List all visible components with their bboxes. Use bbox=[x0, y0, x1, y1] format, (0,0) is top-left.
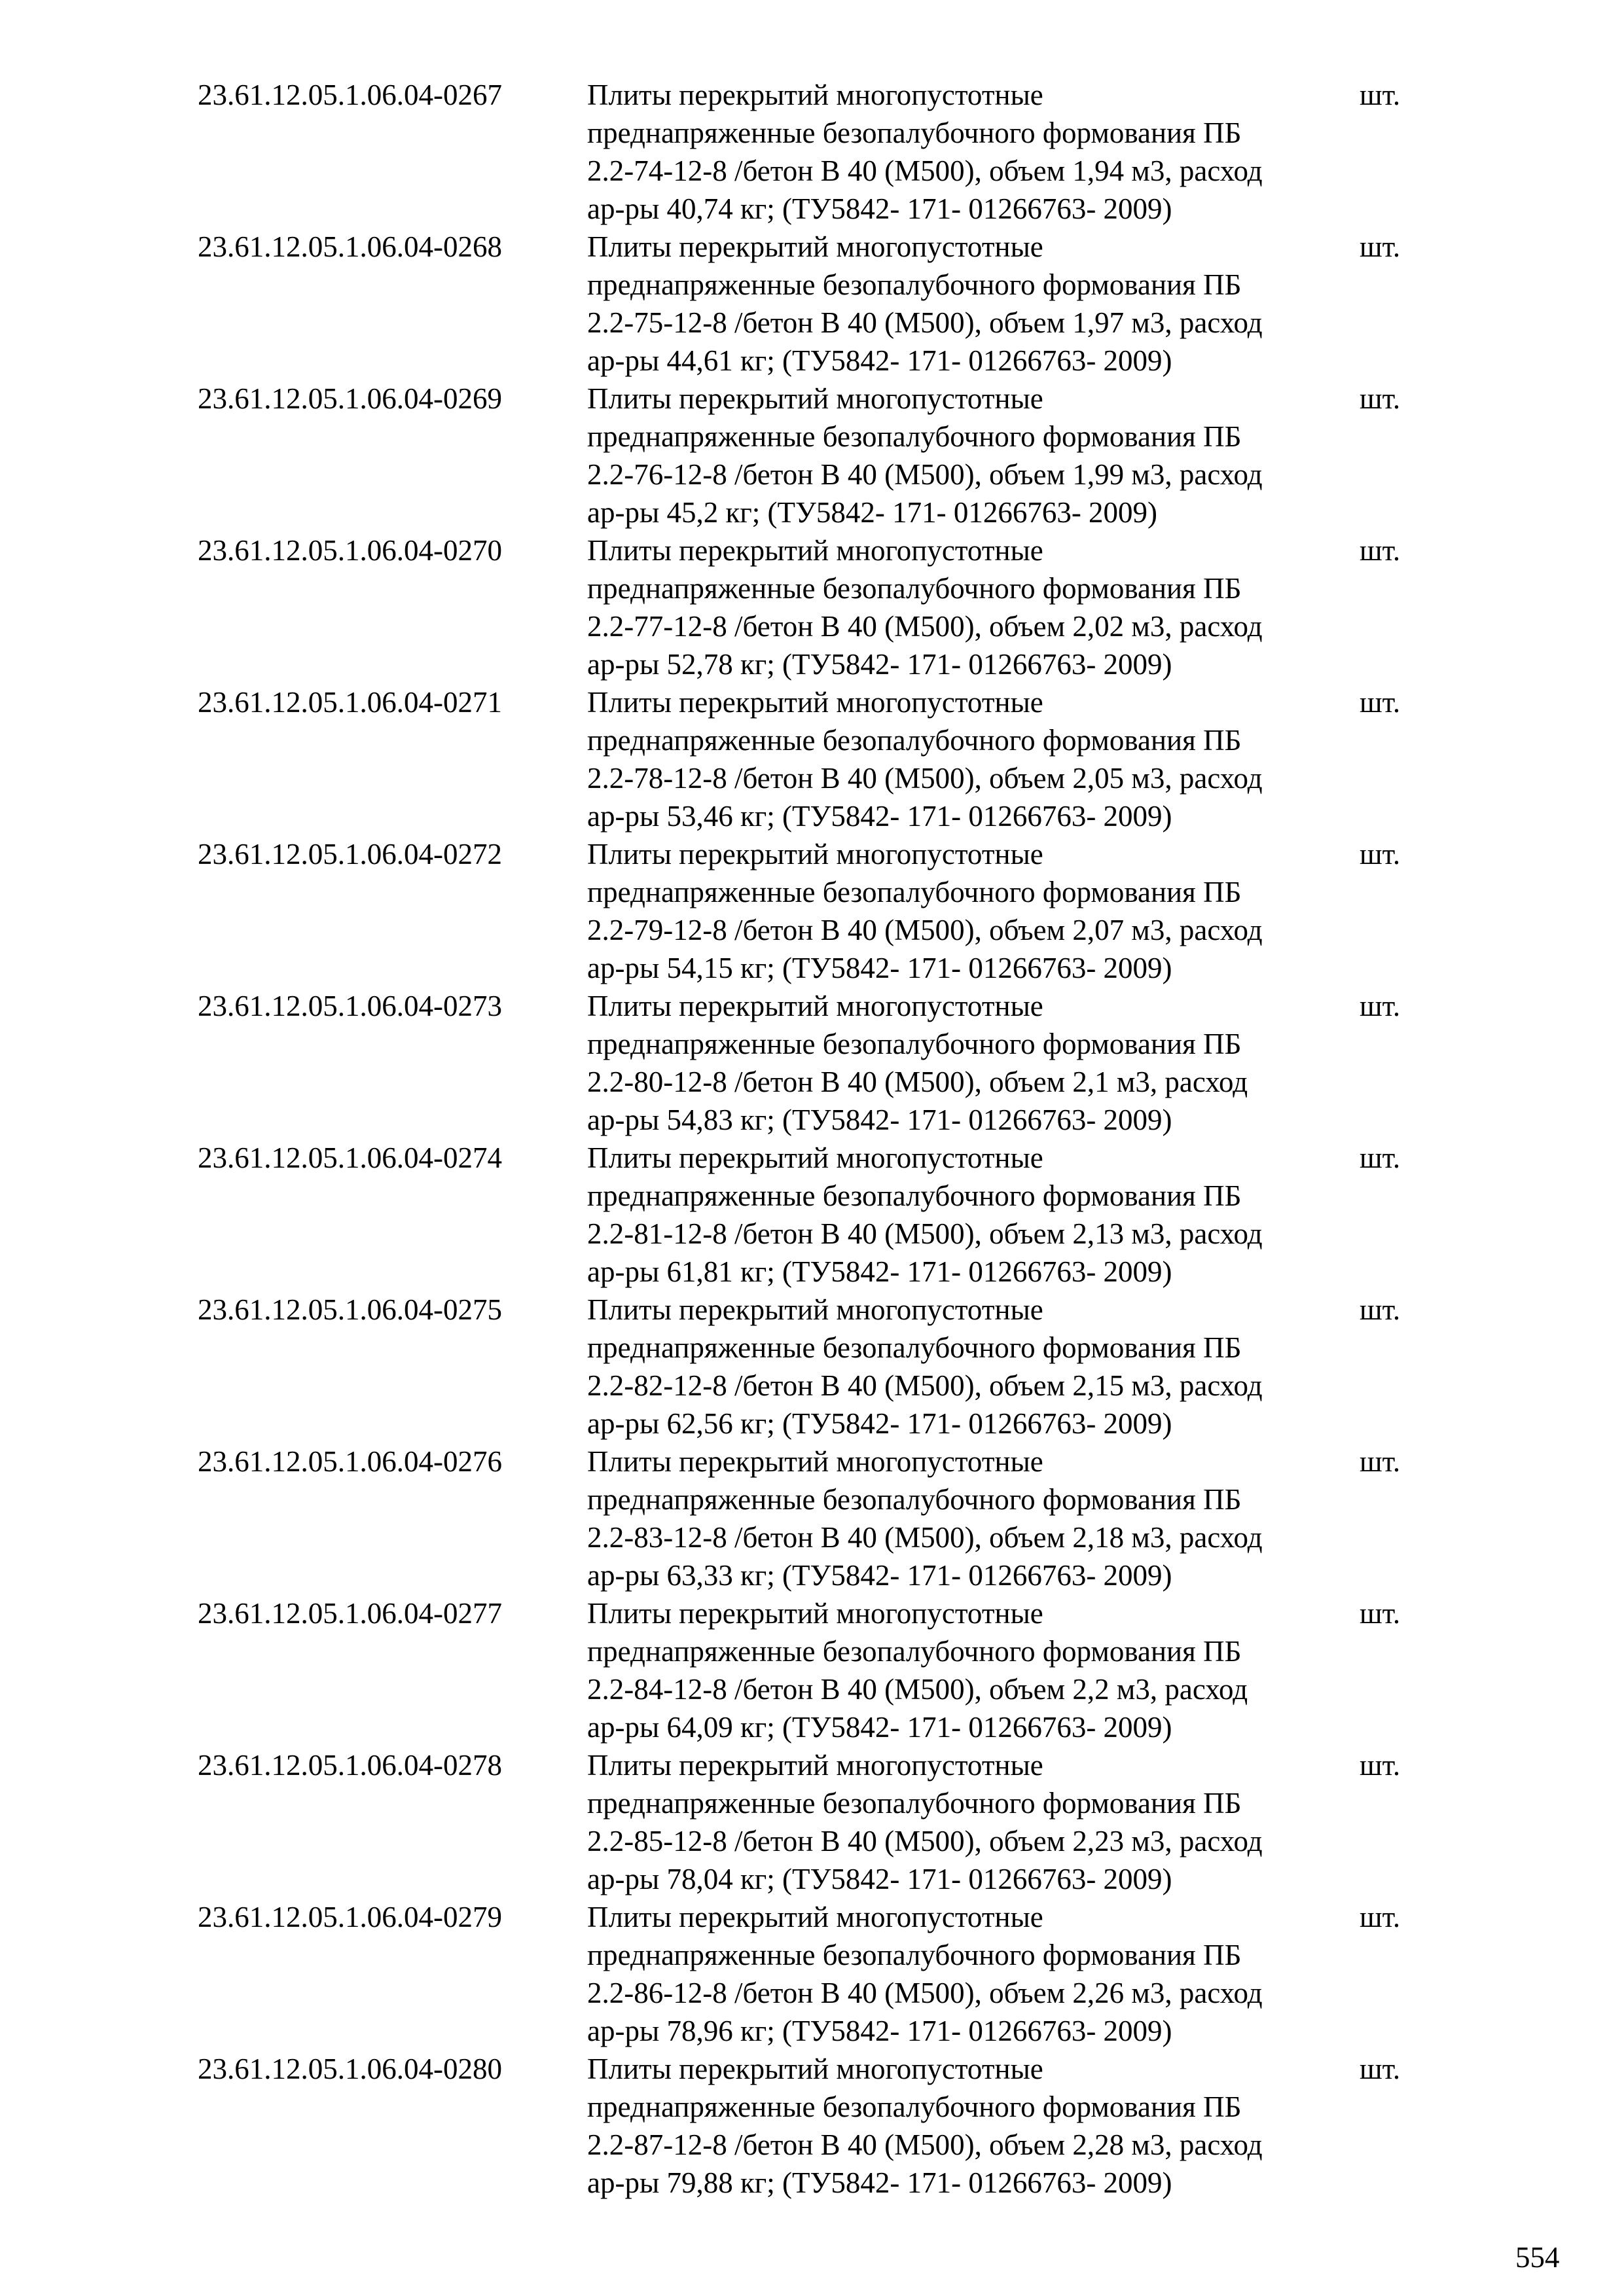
description-line: преднапряженные безопалубочного формования ПБ bbox=[587, 1635, 1242, 1668]
description-line: Плиты перекрытий многопустотные bbox=[587, 1445, 1043, 1478]
catalog-entry bbox=[0, 835, 1624, 987]
description-line: Плиты перекрытий многопустотные bbox=[587, 686, 1043, 719]
entry-code: 23.61.12.05.1.06.04-0267 bbox=[198, 79, 502, 111]
page-number: 554 bbox=[1515, 2241, 1560, 2274]
catalog-entry bbox=[0, 683, 1624, 835]
description-line: ар-ры 40,74 кг; (ТУ5842- 171- 01266763- 2009) bbox=[587, 192, 1172, 225]
description-line: Плиты перекрытий многопустотные bbox=[587, 838, 1043, 870]
description-line: преднапряженные безопалубочного формования ПБ bbox=[587, 876, 1242, 908]
entry-code: 23.61.12.05.1.06.04-0272 bbox=[198, 838, 502, 870]
description-line: 2.2-82-12-8 /бетон В 40 (М500), объем 2,15 м3, расход bbox=[587, 1369, 1263, 1402]
description-line: преднапряженные безопалубочного формования ПБ bbox=[587, 1331, 1242, 1364]
description-line: ар-ры 64,09 кг; (ТУ5842- 171- 01266763- 2009) bbox=[587, 1711, 1172, 1744]
description-line: Плиты перекрытий многопустотные bbox=[587, 1141, 1043, 1174]
entry-description bbox=[587, 2050, 1360, 2202]
description-line: ар-ры 78,04 кг; (ТУ5842- 171- 01266763- 2009) bbox=[587, 1863, 1172, 1895]
description-line: преднапряженные безопалубочного формования ПБ bbox=[587, 724, 1242, 757]
description-line: Плиты перекрытий многопустотные bbox=[587, 1597, 1043, 1630]
entry-description bbox=[587, 683, 1360, 835]
description-line: 2.2-77-12-8 /бетон В 40 (М500), объем 2,02 м3, расход bbox=[587, 610, 1263, 643]
entry-unit: шт. bbox=[1360, 1749, 1401, 1782]
entry-unit: шт. bbox=[1360, 1141, 1401, 1174]
entry-unit: шт. bbox=[1360, 1597, 1401, 1630]
entry-unit: шт. bbox=[1360, 79, 1401, 111]
catalog-entry bbox=[0, 531, 1624, 683]
entry-code: 23.61.12.05.1.06.04-0278 bbox=[198, 1749, 502, 1782]
description-line: 2.2-78-12-8 /бетон В 40 (М500), объем 2,05 м3, расход bbox=[587, 762, 1263, 795]
entry-unit: шт. bbox=[1360, 686, 1401, 719]
description-line: ар-ры 78,96 кг; (ТУ5842- 171- 01266763- 2009) bbox=[587, 2015, 1172, 2047]
entry-code: 23.61.12.05.1.06.04-0280 bbox=[198, 2053, 502, 2085]
entry-code: 23.61.12.05.1.06.04-0271 bbox=[198, 686, 502, 719]
entry-description bbox=[587, 835, 1360, 987]
entry-unit: шт. bbox=[1360, 1445, 1401, 1478]
description-line: преднапряженные безопалубочного формования ПБ bbox=[587, 1787, 1242, 1820]
entry-description bbox=[587, 531, 1360, 683]
entry-code: 23.61.12.05.1.06.04-0273 bbox=[198, 990, 502, 1022]
catalog-entry bbox=[0, 987, 1624, 1139]
description-line: преднапряженные безопалубочного формования ПБ bbox=[587, 572, 1242, 605]
entry-code: 23.61.12.05.1.06.04-0268 bbox=[198, 230, 502, 263]
description-line: 2.2-83-12-8 /бетон В 40 (М500), объем 2,18 м3, расход bbox=[587, 1521, 1263, 1554]
description-line: Плиты перекрытий многопустотные bbox=[587, 534, 1043, 567]
description-line: преднапряженные безопалубочного формования ПБ bbox=[587, 1179, 1242, 1212]
catalog-entry bbox=[0, 1594, 1624, 1746]
entry-description bbox=[587, 1291, 1360, 1443]
description-line: ар-ры 62,56 кг; (ТУ5842- 171- 01266763- 2009) bbox=[587, 1407, 1172, 1440]
description-line: 2.2-85-12-8 /бетон В 40 (М500), объем 2,23 м3, расход bbox=[587, 1825, 1263, 1857]
description-line: 2.2-79-12-8 /бетон В 40 (М500), объем 2,07 м3, расход bbox=[587, 914, 1263, 946]
entry-unit: шт. bbox=[1360, 1293, 1401, 1326]
entry-unit: шт. bbox=[1360, 990, 1401, 1022]
price-catalog-list bbox=[0, 76, 1624, 2202]
entry-description bbox=[587, 1443, 1360, 1594]
entry-description bbox=[587, 1594, 1360, 1746]
entry-description bbox=[587, 228, 1360, 380]
description-line: преднапряженные безопалубочного формования ПБ bbox=[587, 117, 1242, 149]
description-line: ар-ры 45,2 кг; (ТУ5842- 171- 01266763- 2009) bbox=[587, 496, 1158, 529]
description-line: ар-ры 53,46 кг; (ТУ5842- 171- 01266763- 2009) bbox=[587, 800, 1172, 833]
entry-code: 23.61.12.05.1.06.04-0270 bbox=[198, 534, 502, 567]
description-line: ар-ры 54,15 кг; (ТУ5842- 171- 01266763- 2009) bbox=[587, 952, 1172, 984]
catalog-entry bbox=[0, 1746, 1624, 1898]
catalog-entry bbox=[0, 2050, 1624, 2202]
description-line: 2.2-86-12-8 /бетон В 40 (М500), объем 2,26 м3, расход bbox=[587, 1977, 1263, 2009]
entry-description bbox=[587, 1746, 1360, 1898]
description-line: преднапряженные безопалубочного формования ПБ bbox=[587, 1483, 1242, 1516]
description-line: Плиты перекрытий многопустотные bbox=[587, 382, 1043, 415]
description-line: 2.2-81-12-8 /бетон В 40 (М500), объем 2,13 м3, расход bbox=[587, 1217, 1263, 1250]
description-line: ар-ры 63,33 кг; (ТУ5842- 171- 01266763- 2009) bbox=[587, 1559, 1172, 1592]
description-line: 2.2-74-12-8 /бетон В 40 (М500), объем 1,94 м3, расход bbox=[587, 154, 1263, 187]
entry-code: 23.61.12.05.1.06.04-0274 bbox=[198, 1141, 502, 1174]
description-line: 2.2-87-12-8 /бетон В 40 (М500), объем 2,28 м3, расход bbox=[587, 2128, 1263, 2161]
description-line: ар-ры 61,81 кг; (ТУ5842- 171- 01266763- 2009) bbox=[587, 1255, 1172, 1288]
entry-unit: шт. bbox=[1360, 230, 1401, 263]
entry-unit: шт. bbox=[1360, 838, 1401, 870]
catalog-entry bbox=[0, 76, 1624, 228]
description-line: 2.2-80-12-8 /бетон В 40 (М500), объем 2,1 м3, расход bbox=[587, 1066, 1248, 1098]
entry-description bbox=[587, 76, 1360, 228]
entry-code: 23.61.12.05.1.06.04-0269 bbox=[198, 382, 502, 415]
entry-unit: шт. bbox=[1360, 382, 1401, 415]
entry-description bbox=[587, 1139, 1360, 1291]
entry-description bbox=[587, 987, 1360, 1139]
description-line: Плиты перекрытий многопустотные bbox=[587, 1901, 1043, 1933]
entry-unit: шт. bbox=[1360, 2053, 1401, 2085]
catalog-entry bbox=[0, 1898, 1624, 2050]
entry-code: 23.61.12.05.1.06.04-0276 bbox=[198, 1445, 502, 1478]
description-line: преднапряженные безопалубочного формования ПБ bbox=[587, 268, 1242, 301]
catalog-entry bbox=[0, 1291, 1624, 1443]
entry-code: 23.61.12.05.1.06.04-0279 bbox=[198, 1901, 502, 1933]
description-line: преднапряженные безопалубочного формования ПБ bbox=[587, 2090, 1242, 2123]
description-line: Плиты перекрытий многопустотные bbox=[587, 1749, 1043, 1782]
entry-description bbox=[587, 380, 1360, 531]
description-line: Плиты перекрытий многопустотные bbox=[587, 230, 1043, 263]
entry-unit: шт. bbox=[1360, 534, 1401, 567]
description-line: ар-ры 52,78 кг; (ТУ5842- 171- 01266763- 2009) bbox=[587, 648, 1172, 681]
description-line: ар-ры 79,88 кг; (ТУ5842- 171- 01266763- 2009) bbox=[587, 2166, 1172, 2199]
description-line: преднапряженные безопалубочного формования ПБ bbox=[587, 1028, 1242, 1060]
catalog-entry bbox=[0, 1443, 1624, 1594]
description-line: Плиты перекрытий многопустотные bbox=[587, 990, 1043, 1022]
description-line: ар-ры 54,83 кг; (ТУ5842- 171- 01266763- 2009) bbox=[587, 1103, 1172, 1136]
description-line: ар-ры 44,61 кг; (ТУ5842- 171- 01266763- 2009) bbox=[587, 344, 1172, 377]
description-line: 2.2-75-12-8 /бетон В 40 (М500), объем 1,97 м3, расход bbox=[587, 306, 1263, 339]
description-line: 2.2-84-12-8 /бетон В 40 (М500), объем 2,2 м3, расход bbox=[587, 1673, 1248, 1706]
description-line: преднапряженные безопалубочного формования ПБ bbox=[587, 1939, 1242, 1971]
description-line: Плиты перекрытий многопустотные bbox=[587, 2053, 1043, 2085]
description-line: Плиты перекрытий многопустотные bbox=[587, 1293, 1043, 1326]
entry-code: 23.61.12.05.1.06.04-0277 bbox=[198, 1597, 502, 1630]
entry-code: 23.61.12.05.1.06.04-0275 bbox=[198, 1293, 502, 1326]
description-line: преднапряженные безопалубочного формования ПБ bbox=[587, 420, 1242, 453]
entry-unit: шт. bbox=[1360, 1901, 1401, 1933]
catalog-entry bbox=[0, 228, 1624, 380]
description-line: 2.2-76-12-8 /бетон В 40 (М500), объем 1,99 м3, расход bbox=[587, 458, 1263, 491]
entry-description bbox=[587, 1898, 1360, 2050]
description-line: Плиты перекрытий многопустотные bbox=[587, 79, 1043, 111]
catalog-entry bbox=[0, 1139, 1624, 1291]
catalog-entry bbox=[0, 380, 1624, 531]
